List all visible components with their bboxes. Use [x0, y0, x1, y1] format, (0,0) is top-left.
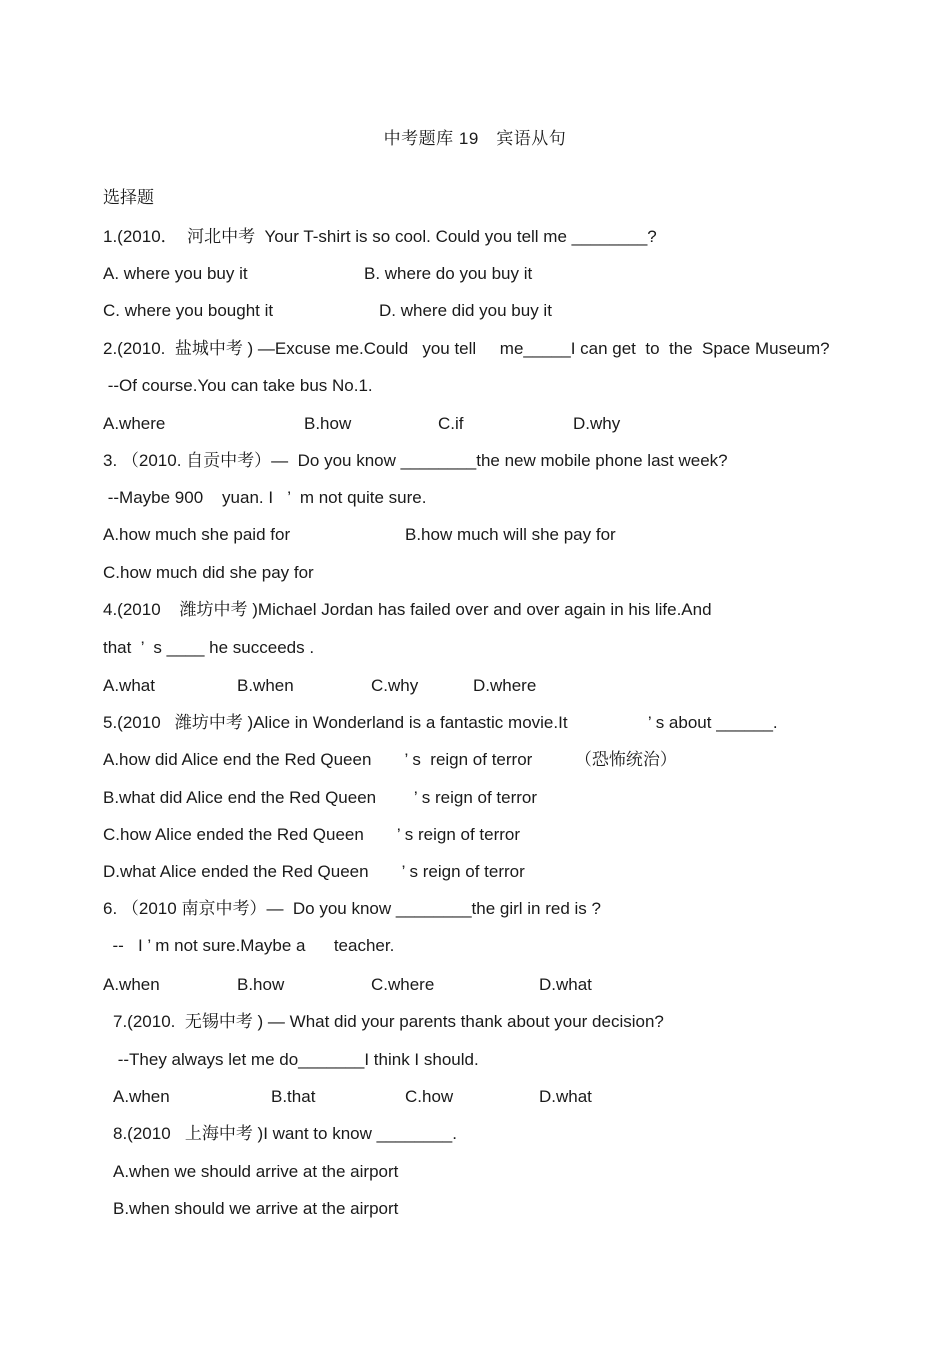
question-1-option-a: A. where you buy it [103, 264, 248, 283]
question-3-option-a: A.how much she paid for [103, 525, 291, 544]
question-2-option-b: B.how [304, 414, 352, 433]
question-1-option-c: C. where you bought it [103, 301, 274, 320]
page-title: 中考题库 19 宾语从句 [383, 129, 567, 148]
question-7-stem: 7.(2010. 无锡中考 ) — What did your parents thank about your decision? [113, 1012, 664, 1031]
question-7-option-d: D.what [539, 1087, 592, 1106]
question-3-option-c: C.how much did she pay for [103, 563, 314, 582]
question-1-stem: 1.(2010． 河北中考 Your T-shirt is so cool. Could you tell me ________? [103, 227, 657, 246]
question-4-option-a: A.what [103, 676, 155, 695]
question-3-reply: --Maybe 900 yuan. I ’ m not quite sure. [103, 488, 427, 507]
question-8-option-a: A.when we should arrive at the airport [113, 1162, 399, 1181]
question-6-option-c: C.where [371, 975, 435, 994]
question-7-option-b: B.that [271, 1087, 316, 1106]
question-2-option-a: A.where [103, 414, 166, 433]
question-4-option-c: C.why [371, 676, 419, 695]
question-2-reply: --Of course.You can take bus No.1. [103, 376, 373, 395]
question-3-option-b: B.how much will she pay for [405, 525, 616, 544]
question-4-stem: 4.(2010 潍坊中考 )Michael Jordan has failed over and over again in his life.And [103, 600, 712, 619]
question-5-option-c: C.how Alice ended the Red Queen ’ s reign of terror [103, 825, 521, 844]
question-6-option-a: A.when [103, 975, 160, 994]
section-heading: 选择题 [103, 188, 154, 207]
question-6-option-d: D.what [539, 975, 592, 994]
question-3-stem: 3. （2010. 自贡中考）— Do you know ________the new mobile phone last week? [103, 451, 728, 470]
question-8-stem: 8.(2010 上海中考 )I want to know ________. [113, 1124, 457, 1143]
question-5-stem: 5.(2010 潍坊中考 )Alice in Wonderland is a fantastic movie.It ’ s about ______. [103, 713, 778, 732]
question-5-option-d: D.what Alice ended the Red Queen ’ s reign of terror [103, 862, 525, 881]
question-7-option-a: A.when [113, 1087, 170, 1106]
question-4-stem-continued: that ’ s ____ he succeeds . [103, 638, 315, 657]
question-6-reply: -- I ’ m not sure.Maybe a teacher. [103, 936, 395, 955]
question-1-option-d: D. where did you buy it [379, 301, 552, 320]
question-6-option-b: B.how [237, 975, 285, 994]
question-8-option-b: B.when should we arrive at the airport [113, 1199, 399, 1218]
question-7-reply: --They always let me do_______I think I should. [113, 1050, 479, 1069]
question-6-stem: 6. （2010 南京中考）— Do you know ________the girl in red is ? [103, 899, 601, 918]
question-5-option-a: A.how did Alice end the Red Queen ’ s reign of terror （恐怖统治） [103, 750, 677, 769]
question-4-option-b: B.when [237, 676, 294, 695]
question-2-option-c: C.if [438, 414, 464, 433]
question-7-option-c: C.how [405, 1087, 454, 1106]
question-1-option-b: B. where do you buy it [364, 264, 533, 283]
question-4-option-d: D.where [473, 676, 537, 695]
question-5-option-b: B.what did Alice end the Red Queen ’ s reign of terror [103, 788, 538, 807]
question-2-option-d: D.why [573, 414, 621, 433]
question-2-stem: 2.(2010. 盐城中考 ) —Excuse me.Could you tell me_____I can get to the Space Museum? [103, 339, 830, 358]
